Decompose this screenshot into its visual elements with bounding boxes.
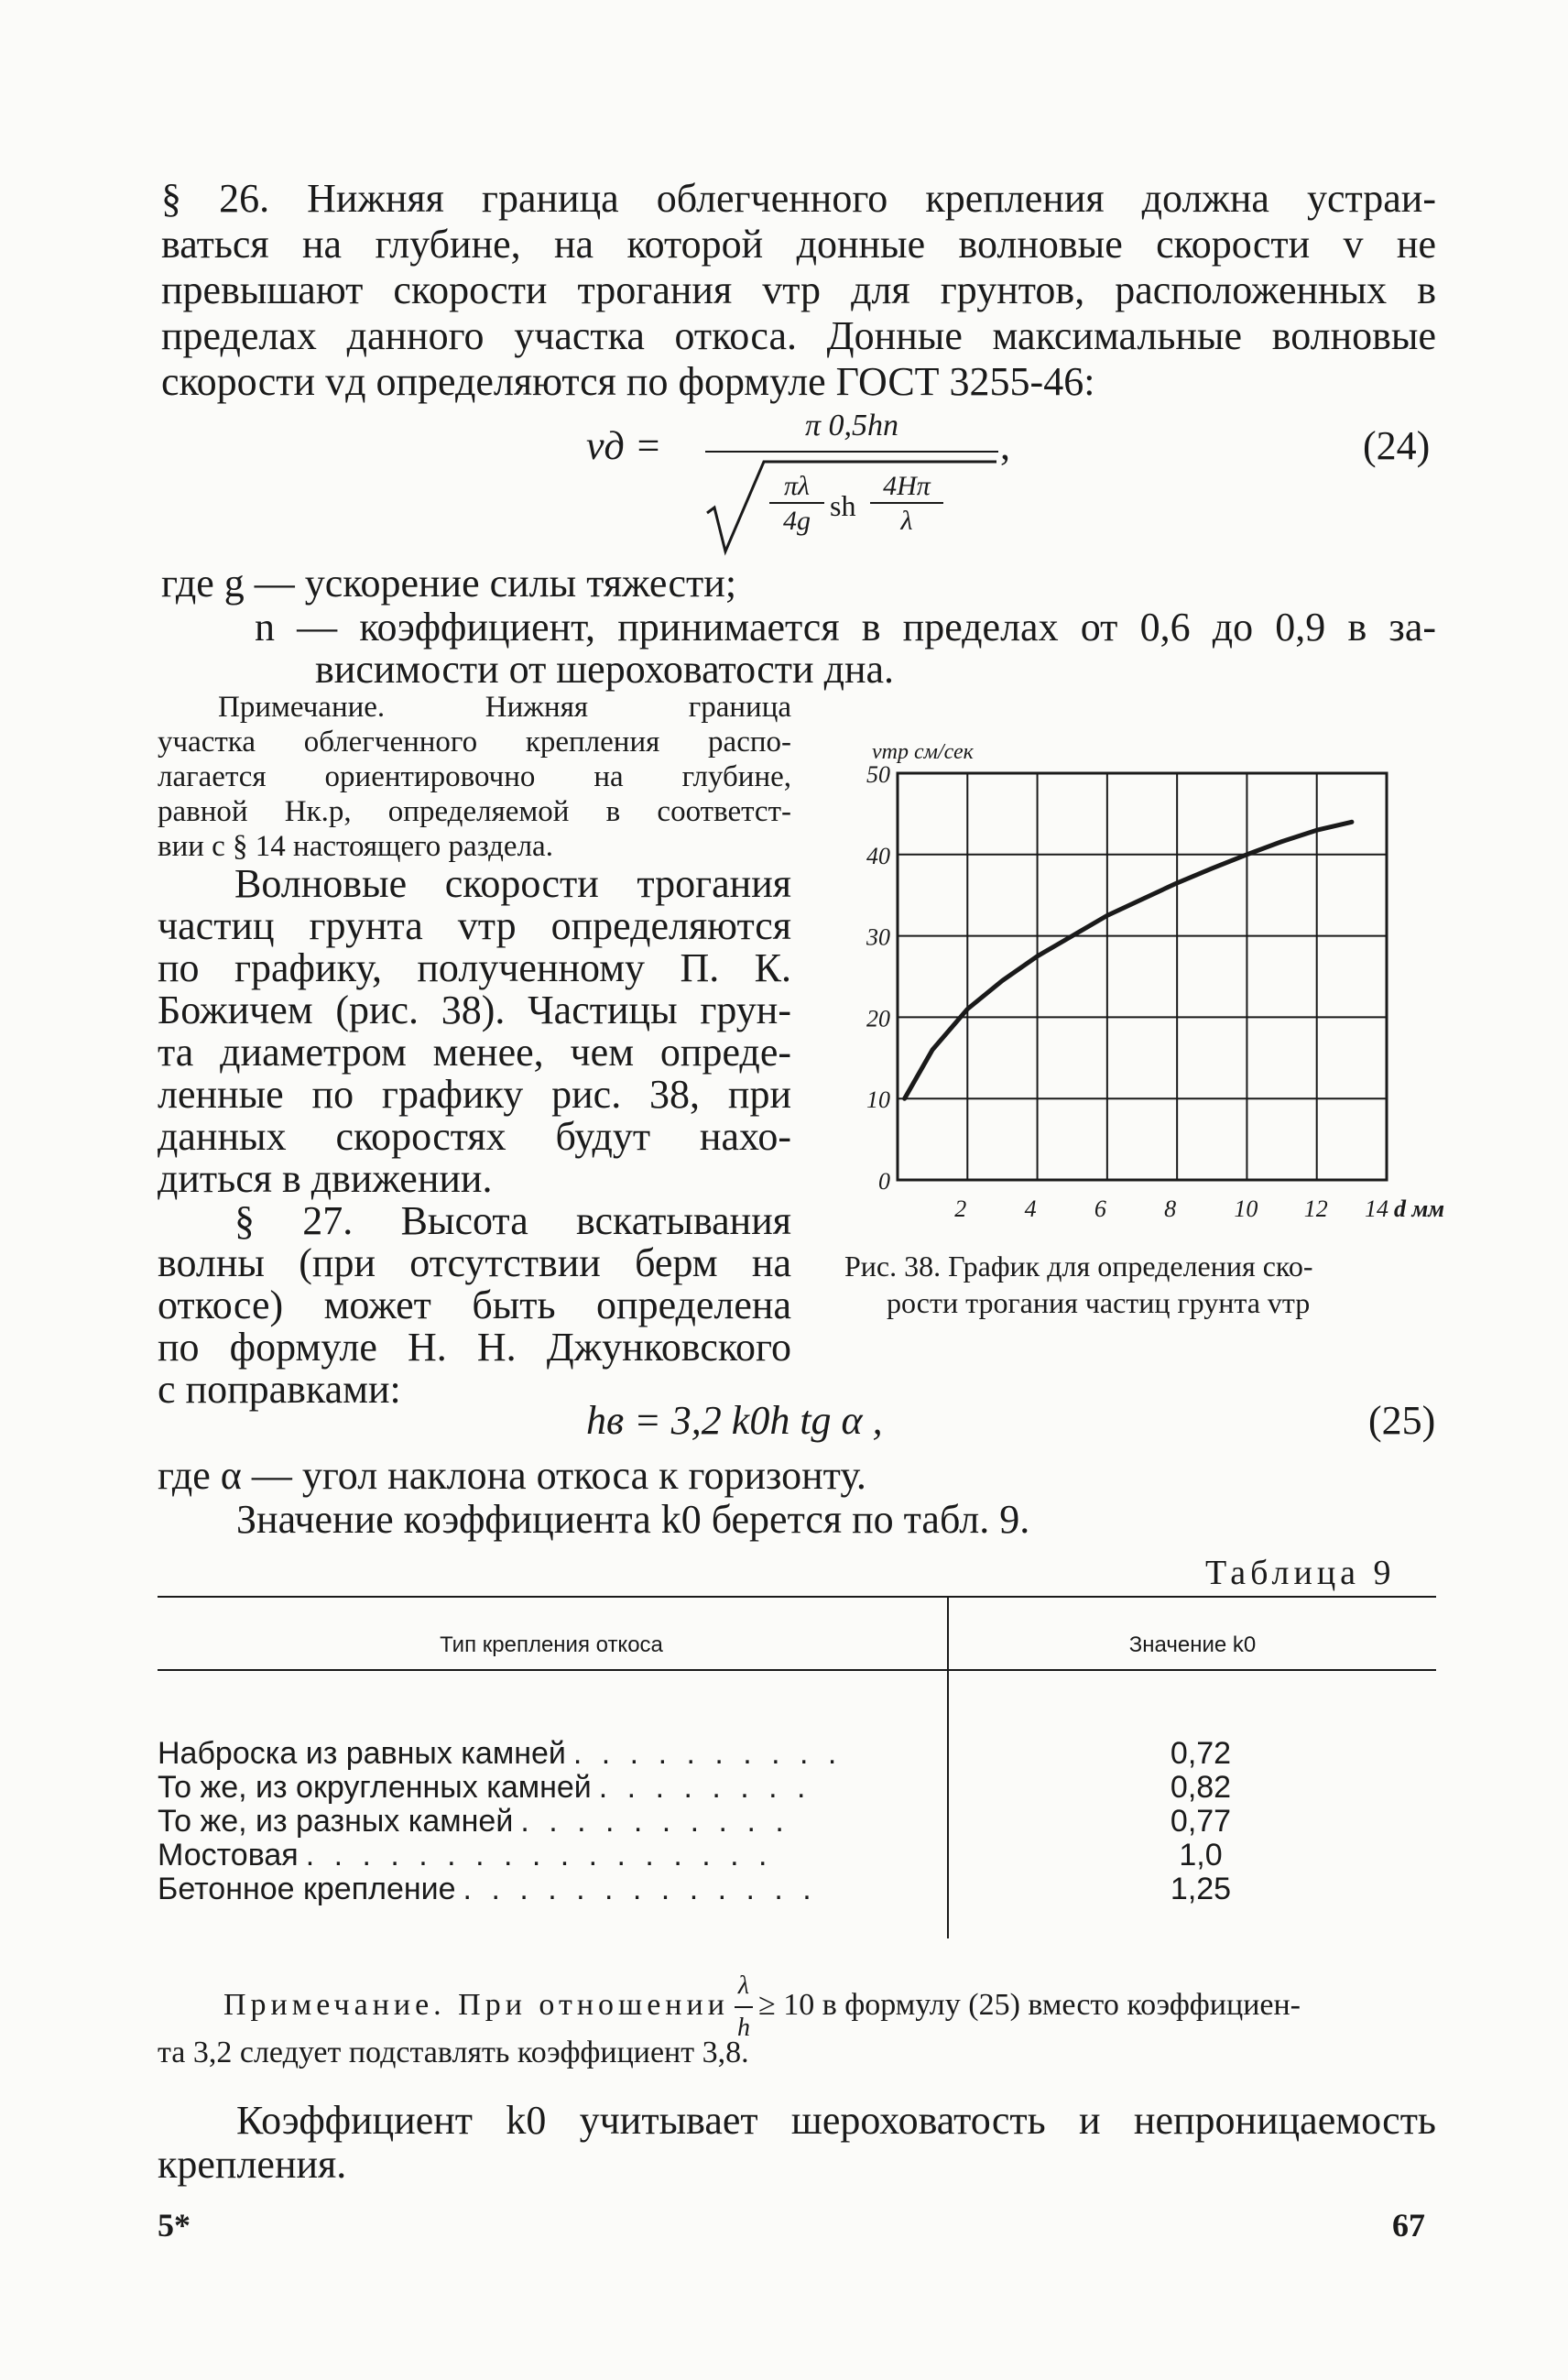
p26-line-5: скорости vд определяются по формуле ГОСТ 3255-46: <box>161 359 1095 404</box>
chart-y-tick-label: 10 <box>866 1086 890 1114</box>
formula-24-numerator: π 0,5hn <box>804 409 899 442</box>
where-g: где g — ускорение силы тяжести; <box>161 561 737 606</box>
chart-x-tick-label: 6 <box>1094 1195 1106 1222</box>
closing-line-1: Коэффициент k0 учитывает шероховатость и непроницаемость <box>236 2098 1436 2143</box>
chart-x-tick-label: 8 <box>1164 1195 1177 1222</box>
table-row <box>158 1872 934 1906</box>
chart-fig-38 <box>824 724 1456 1237</box>
table-row-value: 0,72 <box>1170 1736 1232 1771</box>
formula-24-sqrt-a-den: 4g <box>783 506 811 536</box>
formula-24-sqrt-b-den: λ <box>900 506 913 536</box>
table-row <box>158 1771 934 1805</box>
p26-line-2: ваться на глубине, на которой донные волновые скорости v не <box>161 222 1436 267</box>
note2-frac-den: h <box>736 2014 750 2042</box>
formula-24-sqrt-b-num: 4Hπ <box>870 471 943 504</box>
table-row-leader-dots: . . . . . . . . . . <box>520 1805 789 1839</box>
table-body-divider <box>947 1669 949 1938</box>
note2-rest: ≥ 10 в формулу (25) вместо коэффициен- <box>758 1987 1301 2022</box>
table-row-label: То же, из округленных камней <box>158 1771 592 1805</box>
left-col-line-13: с поправками: <box>158 1367 401 1412</box>
formula-24-comma: , <box>1000 423 1010 468</box>
table-row-label: Мостовая <box>158 1839 299 1872</box>
chart-x-tick-label: 12 <box>1303 1195 1328 1222</box>
p26-line-4: пределах данного участка откоса. Донные максимальные волновые <box>161 313 1436 358</box>
note2-frac-num: λ <box>735 1966 753 2008</box>
table-row-value: 0,77 <box>1170 1804 1232 1839</box>
formula-24-lhs: vд = <box>586 423 662 468</box>
left-col-line-8: диться в движении. <box>158 1156 493 1201</box>
left-col-line-10: волны (при отсутствии берм на <box>158 1240 791 1285</box>
where-n-2: висимости от шероховатости дна. <box>315 647 895 692</box>
page-number: 67 <box>1392 2207 1425 2244</box>
formula-24 <box>586 403 1010 559</box>
chart-x-tick-label: 2 <box>954 1195 967 1222</box>
left-col-line-6: ленные по графику рис. 38, при <box>158 1072 791 1117</box>
caption-line-1: Рис. 38. График для определения ско- <box>844 1250 1313 1283</box>
formula-24-sqrt-a-num: πλ <box>769 471 824 504</box>
table-row-value: 1,0 <box>1179 1838 1223 1872</box>
table-row-leader-dots: . . . . . . . . . . <box>572 1737 843 1771</box>
table-top-rule <box>158 1596 1436 1598</box>
table-row-leader-dots: . . . . . . . . . . . . . <box>463 1872 817 1906</box>
chart-series-line <box>905 822 1352 1098</box>
note1-line-5: вии с § 14 настоящего раздела. <box>158 830 553 863</box>
left-col-line-2: частиц грунта vтр определяются <box>158 903 791 948</box>
note2-lead: Примечание. При отношении <box>223 1987 729 2022</box>
formula-24-sh: sh <box>830 489 856 522</box>
note1-line-1: Примечание. Нижняя граница <box>218 691 791 724</box>
note2-line-2: та 3,2 следует подставлять коэффициент 3,8. <box>158 2036 749 2069</box>
chart-x-tick-label: 10 <box>1234 1195 1258 1222</box>
chart-x-tick-label: 14 <box>1365 1195 1388 1222</box>
left-col-line-12: по формуле Н. Н. Джунковского <box>158 1325 791 1370</box>
table-title: Таблица 9 <box>1205 1554 1396 1592</box>
left-col-line-4: Божичем (рис. 38). Частицы грун- <box>158 988 791 1032</box>
where-n-1: n — коэффициент, принимается в пределах от 0,6 до 0,9 в за- <box>255 605 1436 650</box>
table-row-label: То же, из разных камней <box>158 1805 514 1839</box>
table-row <box>158 1805 934 1839</box>
left-col-line-5: та диаметром менее, чем опреде- <box>158 1030 791 1075</box>
where-alpha: где α — угол наклона откоса к горизонту. <box>158 1453 866 1498</box>
table-col2-header: Значение k0 <box>1128 1632 1257 1657</box>
left-col-line-1: Волновые скорости трогания <box>234 861 791 906</box>
left-col-line-11: откосе) может быть определена <box>158 1283 791 1327</box>
note1-line-3: лагается ориентировочно на глубине, <box>158 760 791 793</box>
chart-y-tick-label: 0 <box>878 1168 890 1195</box>
formula-24-fraction-bar <box>705 451 998 453</box>
note1-line-2: участка облегченного крепления распо- <box>158 726 791 759</box>
caption-line-2: рости трогания частиц грунта vтр <box>887 1286 1311 1319</box>
closing-line-2: крепления. <box>158 2142 347 2187</box>
chart-y-tick-label: 20 <box>866 1005 890 1032</box>
chart-y-tick-label: 30 <box>866 923 890 951</box>
chart-x-axis-label: d мм <box>1394 1195 1445 1222</box>
p26-line-3: превышают скорости трогания vтр для грунтов, расположенных в <box>161 267 1436 312</box>
left-col-line-7: данных скоростях будут нахо- <box>158 1114 791 1159</box>
chart-y-axis-label: vтр см/сек <box>872 740 974 764</box>
table-row-leader-dots: . . . . . . . . <box>598 1771 811 1805</box>
formula-25-number: (25) <box>1368 1398 1436 1443</box>
table-row-label: Бетонное крепление <box>158 1872 456 1906</box>
table-row-leader-dots: . . . . . . . . . . . . . . . . . <box>305 1839 773 1872</box>
chart-x-tick-label: 4 <box>1024 1195 1037 1222</box>
left-col-line-3: по графику, полученному П. К. <box>158 945 791 990</box>
left-col-line-9: § 27. Высота вскатывания <box>234 1198 791 1243</box>
chart-y-tick-label: 40 <box>866 842 890 869</box>
table-row <box>158 1737 934 1771</box>
formula-24-number: (24) <box>1363 423 1431 468</box>
table-row-value: 0,82 <box>1170 1770 1232 1805</box>
k0-table-ref: Значение коэффициента k0 берется по табл. 9. <box>236 1497 1030 1542</box>
table-row <box>158 1839 934 1872</box>
formula-25: hв = 3,2 k0h tg α , <box>586 1398 883 1443</box>
chart-y-tick-label: 50 <box>866 761 890 788</box>
p26-line-1: § 26. Нижняя граница облегченного крепления должна устраи- <box>161 176 1436 221</box>
signature-mark: 5* <box>158 2207 191 2244</box>
table-header-rule <box>158 1669 1436 1671</box>
note1-line-4: равной Hк.р, определяемой в соответст- <box>158 795 791 828</box>
chart-frame <box>898 773 1387 1180</box>
table-col1-header: Тип крепления откоса <box>440 1632 663 1657</box>
figure-caption <box>844 1248 1449 1321</box>
table-row-value: 1,25 <box>1170 1872 1232 1906</box>
table-row-label: Наброска из равных камней <box>158 1737 566 1771</box>
